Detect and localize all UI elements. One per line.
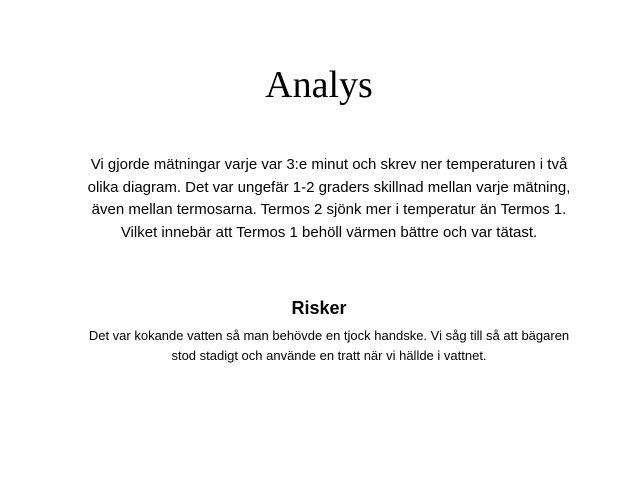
risks-heading: Risker bbox=[291, 298, 347, 318]
risks-paragraph: Det var kokande vatten så man behövde en tjock handske. Vi såg till så att bägaren stod stadigt och använde en tratt när vi hällde i vattnet. bbox=[88, 328, 570, 363]
slide-title: Analys bbox=[265, 64, 373, 106]
analysis-paragraph: Vi gjorde mätningar varje var 3:e minut och skrev ner temperaturen i två olika diagram. Det var ungefär 1-2 graders skillnad mellan varje mätning, även mellan termosarna. Termos 2 sjönk mer i temperatur än Termos 1. Vilket innebär att Termos 1 behöll värmen bättre och var tätast. bbox=[87, 156, 571, 241]
